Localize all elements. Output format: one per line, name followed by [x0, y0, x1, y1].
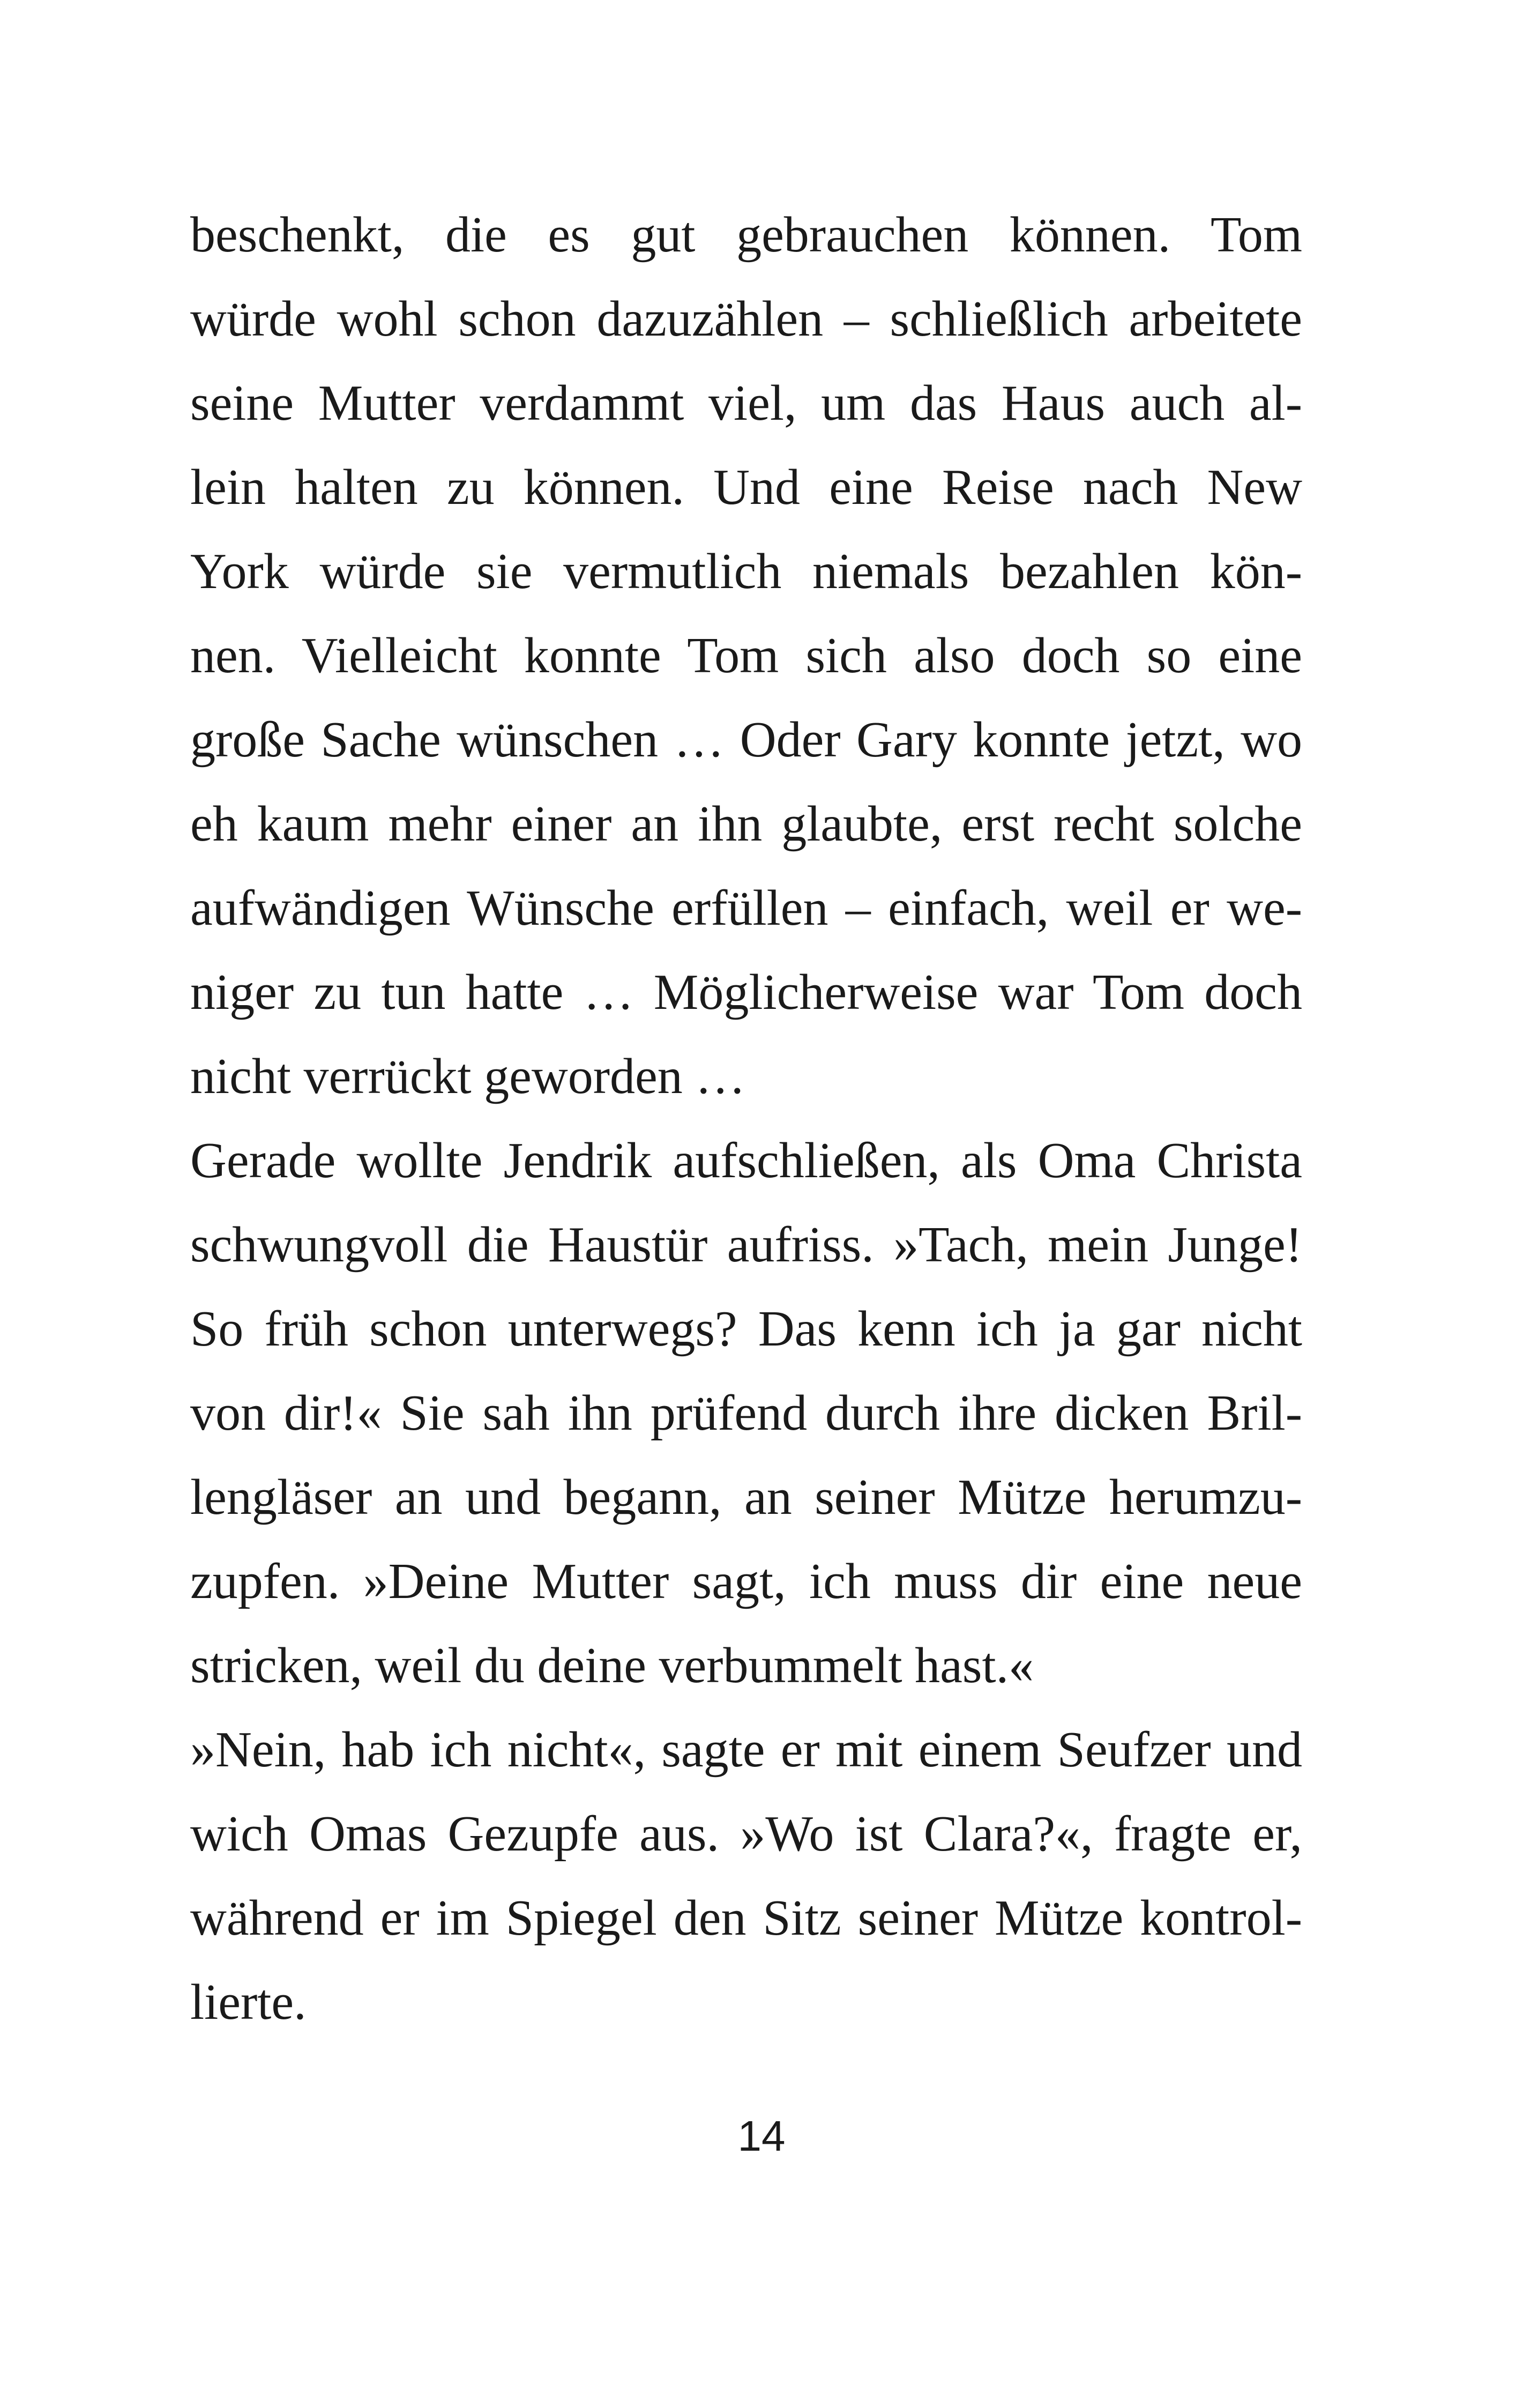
- text-line: »Nein, hab ich nicht«, sagte er mit einem Seufzer und: [190, 1722, 1302, 1778]
- text-line: große Sache wünschen … Oder Gary konnte jetzt, wo: [190, 712, 1302, 768]
- text-line: seine Mutter verdammt viel, um das Haus auch al-: [190, 375, 1302, 431]
- text-line: schwungvoll die Haustür aufriss. »Tach, mein Junge!: [190, 1217, 1302, 1273]
- text-line: nicht verrückt geworden …: [190, 1049, 746, 1104]
- text-line: eh kaum mehr einer an ihn glaubte, erst recht solche: [190, 796, 1302, 852]
- text-line: beschenkt, die es gut gebrauchen können. Tom: [190, 207, 1302, 263]
- text-line: würde wohl schon dazuzählen – schließlich arbeitete: [190, 291, 1302, 347]
- text-line: während er im Spiegel den Sitz seiner Mütze kontrol-: [190, 1890, 1302, 1946]
- text-line: nen. Vielleicht konnte Tom sich also doch so eine: [190, 628, 1302, 683]
- body-text: [190, 193, 1302, 2045]
- text-line: niger zu tun hatte … Möglicherweise war Tom doch: [190, 964, 1302, 1020]
- text-line: lierte.: [190, 1974, 307, 2030]
- text-line: Gerade wollte Jendrik aufschließen, als Oma Christa: [190, 1133, 1302, 1188]
- text-line: aufwändigen Wünsche erfüllen – einfach, weil er we-: [190, 880, 1302, 936]
- text-line: wich Omas Gezupfe aus. »Wo ist Clara?«, fragte er,: [190, 1806, 1302, 1862]
- text-line: So früh schon unterwegs? Das kenn ich ja gar nicht: [190, 1301, 1302, 1357]
- text-line: lein halten zu können. Und eine Reise nach New: [190, 459, 1302, 515]
- text-line: lengläser an und begann, an seiner Mütze herumzu-: [190, 1469, 1302, 1525]
- text-line: von dir!« Sie sah ihn prüfend durch ihre dicken Bril-: [190, 1385, 1302, 1441]
- text-line: stricken, weil du deine verbummelt hast.«: [190, 1638, 1034, 1693]
- text-line: York würde sie vermutlich niemals bezahlen kön-: [190, 544, 1302, 599]
- page-number: 14: [737, 2112, 786, 2160]
- text-line: zupfen. »Deine Mutter sagt, ich muss dir eine neue: [190, 1554, 1302, 1609]
